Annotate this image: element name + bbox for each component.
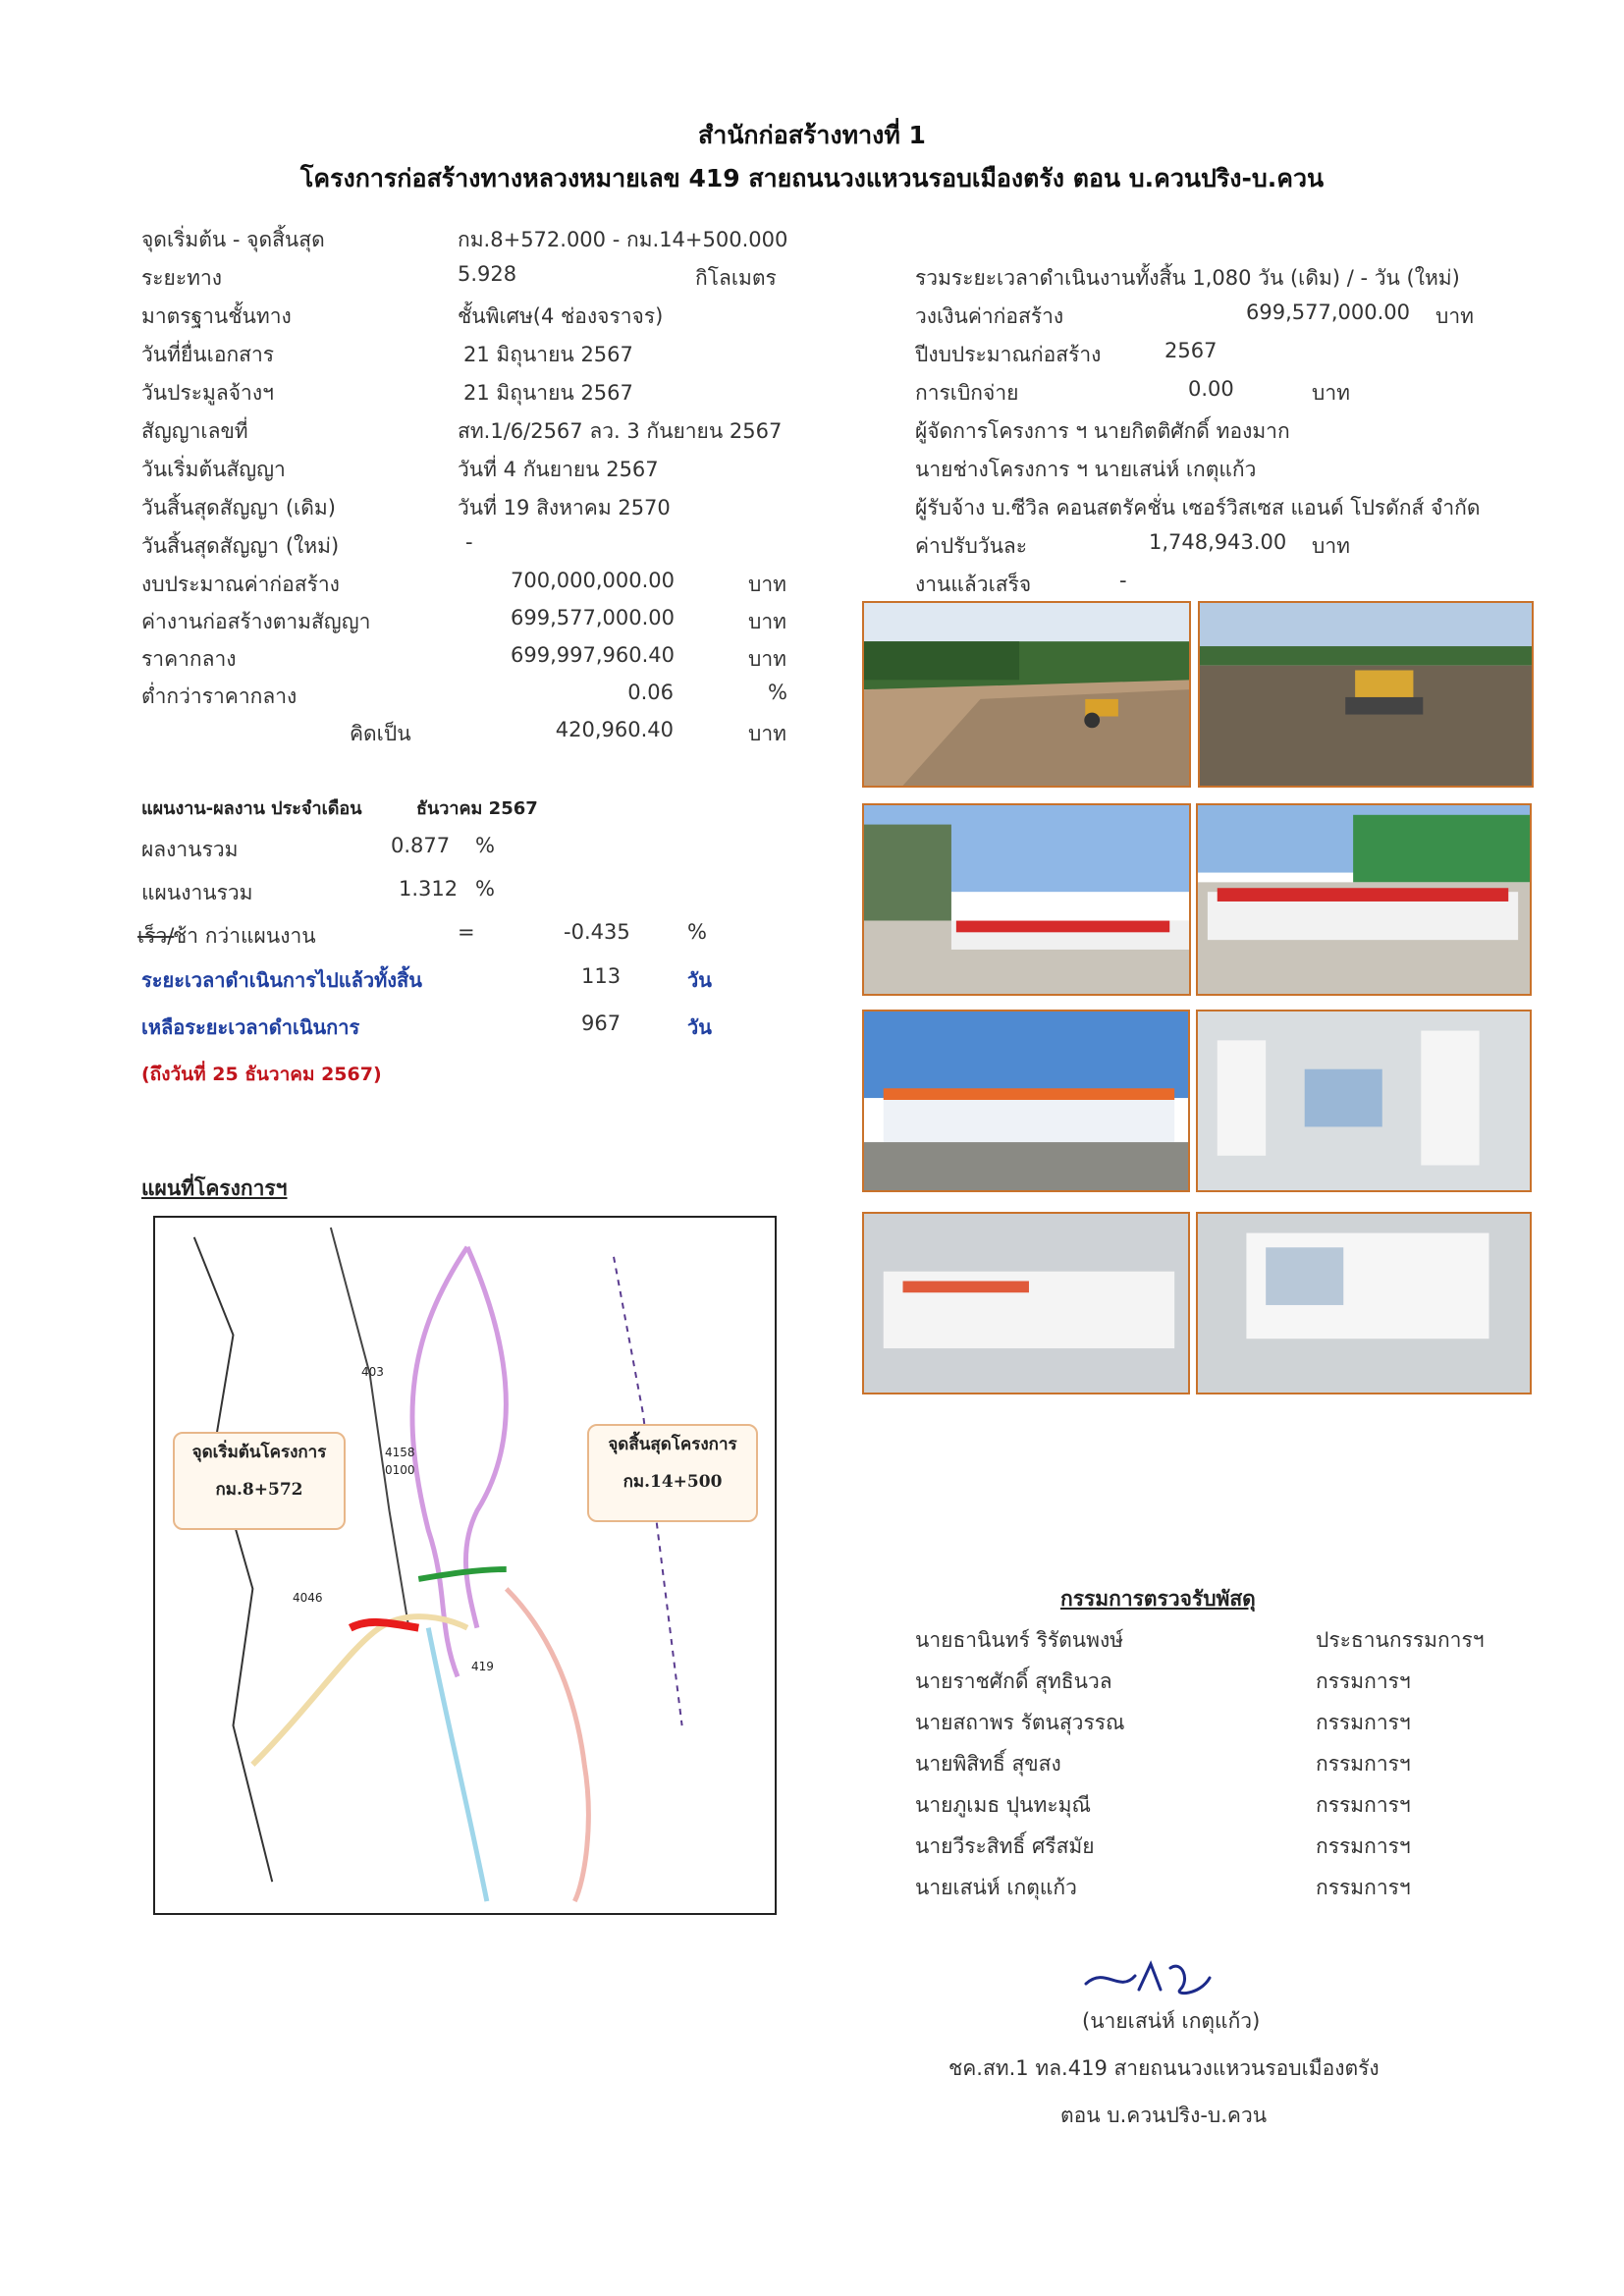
office-title: สำนักก่อสร้างทางที่ 1	[698, 121, 926, 149]
site-photo-compactor	[1198, 601, 1534, 788]
committee-name: นายวีระสิทธิ์ ศรีสมัย	[915, 1834, 1095, 1858]
remaining-unit: วัน	[687, 1015, 712, 1039]
progress-month: ธันวาคม 2567	[416, 798, 538, 819]
road-label: 419	[471, 1660, 494, 1673]
road-label: 403	[361, 1365, 384, 1379]
committee-name: นายเสน่ห์ เกตุแก้ว	[915, 1876, 1077, 1899]
committee-heading: กรรมการตรวจรับพัสดุ	[1060, 1587, 1256, 1611]
duration-text: รวมระยะเวลาดำเนินงานทั้งสิ้น 1,080 วัน (เดิม) / - วัน (ใหม่)	[915, 266, 1460, 290]
diff-equals: =	[458, 920, 475, 944]
road-label: 0100	[385, 1463, 415, 1477]
signature-name: (นายเสน่ห์ เกตุแก้ว)	[1082, 2009, 1261, 2033]
budget-value: 0.06	[627, 681, 674, 704]
progress-heading: แผนงาน-ผลงาน ประจำเดือน	[141, 798, 362, 819]
road-label: 4158	[385, 1446, 415, 1459]
end-callout	[587, 1424, 758, 1522]
info-value: สท.1/6/2567 ลว. 3 กันยายน 2567	[458, 419, 783, 443]
info-value: 21 มิถุนายน 2567	[463, 343, 633, 366]
fiscal-label: ปีงบประมาณก่อสร้าง	[915, 343, 1102, 366]
info-label: มาตรฐานชั้นทาง	[141, 304, 292, 328]
info-value: 5.928	[458, 262, 517, 286]
budget-label: งบประมาณค่าก่อสร้าง	[141, 573, 340, 596]
contractor: ผู้รับจ้าง บ.ซีวิล คอนสตรัคชั่น เซอร์วิสเซส แอนด์ โปรดักส์ จำกัด	[915, 496, 1481, 519]
completed-label: งานแล้วเสร็จ	[915, 573, 1032, 596]
budget-unit: บาท	[748, 610, 786, 633]
info-label: วันสิ้นสุดสัญญา (เดิม)	[141, 496, 336, 519]
end-callout-line-2: กม.14+500	[623, 1472, 723, 1492]
actual-unit: %	[475, 834, 495, 857]
plan-unit: %	[475, 877, 495, 901]
info-label: ระยะทาง	[141, 266, 223, 290]
committee-name: นายพิสิทธิ์ สุขสง	[915, 1752, 1061, 1776]
start-callout-line-1: จุดเริ่มต้นโครงการ	[191, 1443, 327, 1462]
committee-name: นายราชศักดิ์ สุทธินวล	[915, 1669, 1112, 1693]
as-of-date: (ถึงวันที่ 25 ธันวาคม 2567)	[141, 1064, 382, 1085]
info-label: วันประมูลจ้างฯ	[141, 381, 274, 405]
actual-value: 0.877	[391, 834, 451, 857]
site-photo-barriers-2	[1196, 803, 1532, 996]
remaining-value: 967	[581, 1011, 622, 1035]
start-callout	[173, 1432, 346, 1530]
project-manager: ผู้จัดการโครงการ ฯ นายกิตติศักดิ์ ทองมาก	[915, 419, 1290, 443]
map-heading: แผนที่โครงการฯ	[141, 1176, 288, 1200]
info-label: สัญญาเลขที่	[141, 419, 248, 443]
disburse-unit: บาท	[1312, 381, 1350, 405]
contract-unit: บาท	[1435, 304, 1474, 328]
site-office-photo	[862, 1010, 1190, 1192]
info-value: วันที่ 4 กันยายน 2567	[458, 458, 659, 481]
committee-role: กรรมการฯ	[1316, 1834, 1411, 1858]
committee-role: กรรมการฯ	[1316, 1752, 1411, 1776]
committee-name: นายสถาพร รัตนสุวรรณ	[915, 1711, 1125, 1734]
elapsed-label: ระยะเวลาดำเนินการไปแล้วทั้งสิ้น	[141, 968, 422, 992]
site-photo-barriers-1	[862, 803, 1191, 996]
info-value: ชั้นพิเศษ(4 ช่องจราจร)	[458, 304, 664, 328]
plan-label: แผนงานรวม	[141, 881, 253, 904]
committee-role: กรรมการฯ	[1316, 1793, 1411, 1817]
disburse-label: การเบิกจ่าย	[915, 381, 1019, 405]
elapsed-value: 113	[581, 964, 622, 988]
budget-unit: บาท	[748, 573, 786, 596]
info-label: วันที่ยื่นเอกสาร	[141, 343, 275, 366]
actual-label: ผลงานรวม	[141, 838, 239, 861]
project-map	[153, 1216, 777, 1915]
road-label: 4046	[293, 1591, 323, 1605]
signature-section: ตอน บ.ควนปริง-บ.ควน	[1060, 2104, 1268, 2127]
diff-value: -0.435	[564, 920, 630, 944]
fiscal-value: 2567	[1164, 339, 1218, 362]
signature-position: ชค.สท.1 ทล.419 สายถนนวงแหวนรอบเมืองตรัง	[948, 2056, 1380, 2080]
fine-unit: บาท	[1312, 534, 1350, 558]
committee-name: นายธานินทร์ ริรัตนพงษ์	[915, 1628, 1124, 1652]
budget-label: ราคากลาง	[141, 647, 237, 671]
info-value: 21 มิถุนายน 2567	[463, 381, 633, 405]
remaining-label: เหลือระยะเวลาดำเนินการ	[141, 1015, 360, 1039]
info-label: จุดเริ่มต้น - จุดสิ้นสุด	[141, 228, 325, 251]
committee-role: ประธานกรรมการฯ	[1316, 1628, 1485, 1652]
committee-role: กรรมการฯ	[1316, 1711, 1411, 1734]
committee-name: นายภูเมธ ปุนทะมุณี	[915, 1793, 1091, 1817]
budget-value: 699,577,000.00	[511, 606, 675, 629]
diff-label: ช้า กว่าแผนงาน	[173, 924, 316, 948]
plan-value: 1.312	[399, 877, 459, 901]
budget-value: 700,000,000.00	[511, 569, 675, 592]
info-value: กม.8+572.000 - กม.14+500.000	[458, 228, 788, 251]
site-photo-roadwork	[862, 601, 1191, 788]
info-value: วันที่ 19 สิงหาคม 2570	[458, 496, 671, 519]
budget-label: ต่ำกว่าราคากลาง	[141, 684, 298, 708]
contract-label: วงเงินค่าก่อสร้าง	[915, 304, 1064, 328]
start-callout-line-2: กม.8+572	[215, 1480, 303, 1500]
fine-label: ค่าปรับวันละ	[915, 534, 1028, 558]
signature-mark	[1080, 1950, 1237, 2005]
budget-value: 699,997,960.40	[511, 643, 675, 667]
diff-struck: เร็ว/	[137, 924, 175, 948]
budget-label: คิดเป็น	[350, 722, 411, 745]
budget-unit: บาท	[748, 647, 786, 671]
project-engineer: นายช่างโครงการ ฯ นายเสน่ห์ เกตุแก้ว	[915, 458, 1257, 481]
fine-value: 1,748,943.00	[1149, 530, 1287, 554]
elapsed-unit: วัน	[687, 968, 712, 992]
budget-value: 420,960.40	[555, 718, 674, 741]
completed-value: -	[1119, 569, 1127, 592]
committee-role: กรรมการฯ	[1316, 1876, 1411, 1899]
committee-role: กรรมการฯ	[1316, 1669, 1411, 1693]
office-interior-photo-1	[1196, 1010, 1532, 1192]
contract-value: 699,577,000.00	[1246, 301, 1410, 324]
info-label: วันสิ้นสุดสัญญา (ใหม่)	[141, 534, 340, 558]
info-label: วันเริ่มต้นสัญญา	[141, 458, 286, 481]
info-unit: กิโลเมตร	[695, 266, 777, 290]
disburse-value: 0.00	[1188, 377, 1234, 401]
office-interior-photo-3	[1196, 1212, 1532, 1394]
info-value: -	[465, 530, 473, 554]
budget-label: ค่างานก่อสร้างตามสัญญา	[141, 610, 371, 633]
budget-unit: บาท	[748, 722, 786, 745]
diff-unit: %	[687, 920, 707, 944]
end-callout-line-1: จุดสิ้นสุดโครงการ	[608, 1435, 737, 1454]
budget-unit: %	[768, 681, 787, 704]
office-interior-photo-2	[862, 1212, 1190, 1394]
project-title: โครงการก่อสร้างทางหลวงหมายเลข 419 สายถนนวงแหวนรอบเมืองตรัง ตอน บ.ควนปริง-บ.ควน	[299, 164, 1325, 192]
